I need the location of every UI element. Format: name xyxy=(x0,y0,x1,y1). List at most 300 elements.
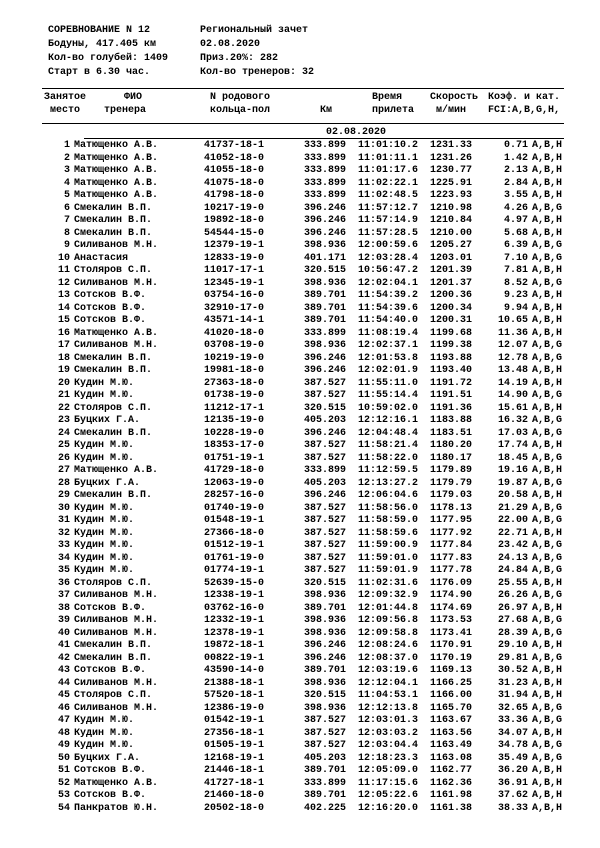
date-separator-line xyxy=(84,138,564,139)
header-top-rule xyxy=(42,88,564,89)
cell-arrival-time: 12:09:58.8 xyxy=(358,627,419,639)
cell-ring-number: 27366-18-0 xyxy=(204,527,265,539)
cell-arrival-time: 12:03:28.4 xyxy=(358,252,419,264)
cell-trainer: Панкратов Ю.Н. xyxy=(74,802,159,814)
cell-ring-number: 41727-18-1 xyxy=(204,777,265,789)
col-coef-subtitle: FCI:A,B,G,H, xyxy=(488,105,561,116)
cell-category: A,B,G xyxy=(532,390,563,401)
cell-trainer: Силиванов М.Н. xyxy=(74,240,159,251)
cell-category: A,B,G xyxy=(532,452,563,464)
cell-coefficient: 37.62 xyxy=(497,790,528,801)
cell-ring-number: 01505-19-1 xyxy=(204,740,265,751)
table-row xyxy=(42,603,564,616)
cell-trainer: Сотсков В.Ф. xyxy=(74,790,147,801)
cell-coefficient: 20.58 xyxy=(497,490,528,501)
cell-distance-km: 389.701 xyxy=(304,765,347,776)
cell-speed: 1163.67 xyxy=(430,715,473,726)
cell-category: A,B,G xyxy=(532,240,563,251)
cell-arrival-time: 12:08:24.6 xyxy=(358,640,419,651)
cell-place: 25 xyxy=(57,440,70,451)
cell-arrival-time: 11:58:21.4 xyxy=(358,440,419,451)
cell-speed: 1173.53 xyxy=(430,615,473,626)
cell-category: A,B,H xyxy=(532,577,563,589)
cell-distance-km: 398.936 xyxy=(304,340,347,351)
cell-category: A,B,G xyxy=(532,702,563,714)
cell-ring-number: 03754-16-0 xyxy=(204,290,265,301)
cell-arrival-time: 12:06:04.6 xyxy=(358,490,419,501)
cell-coefficient: 5.68 xyxy=(503,227,528,239)
cell-trainer: Буцких Г.А. xyxy=(74,752,141,764)
cell-arrival-time: 11:57:14.9 xyxy=(358,215,419,226)
cell-ring-number: 12063-19-0 xyxy=(204,477,265,489)
table-row xyxy=(42,778,564,791)
cell-ring-number: 01774-19-1 xyxy=(204,565,265,576)
cell-trainer: Столяров С.П. xyxy=(74,265,153,276)
cell-speed: 1173.41 xyxy=(430,627,473,639)
cell-trainer: Сотсков В.Ф. xyxy=(74,765,147,776)
cell-coefficient: 22.71 xyxy=(497,527,528,539)
cell-ring-number: 10219-19-0 xyxy=(204,352,265,364)
cell-category: A,B,G xyxy=(532,502,563,514)
cell-category: A,B,H xyxy=(532,265,563,276)
cell-category: A,B,H xyxy=(532,765,563,776)
cell-distance-km: 387.527 xyxy=(304,552,347,564)
cell-coefficient: 12.78 xyxy=(497,352,528,364)
cell-trainer: Сотсков В.Ф. xyxy=(74,302,147,314)
cell-arrival-time: 11:55:11.0 xyxy=(358,377,419,389)
cell-arrival-time: 12:03:04.4 xyxy=(358,740,419,751)
cell-distance-km: 320.515 xyxy=(304,690,347,701)
cell-distance-km: 405.203 xyxy=(304,477,347,489)
cell-speed: 1199.38 xyxy=(430,340,473,351)
cell-ring-number: 41052-18-0 xyxy=(204,152,265,164)
cell-arrival-time: 11:01:17.6 xyxy=(358,165,419,176)
cell-trainer: Кудин М.Ю. xyxy=(74,515,135,526)
cell-ring-number: 11212-17-1 xyxy=(204,402,265,414)
cell-category: A,B,H xyxy=(532,802,563,814)
cell-speed: 1177.92 xyxy=(430,527,473,539)
cell-category: A,B,H xyxy=(532,677,563,689)
cell-coefficient: 31.94 xyxy=(497,690,528,701)
cell-ring-number: 27356-18-1 xyxy=(204,727,265,739)
cell-place: 21 xyxy=(57,390,70,401)
cell-coefficient: 4.26 xyxy=(503,202,528,214)
cell-distance-km: 387.527 xyxy=(304,440,347,451)
cell-arrival-time: 12:09:32.9 xyxy=(358,590,419,601)
table-row xyxy=(42,590,564,603)
cell-distance-km: 398.936 xyxy=(304,677,347,689)
cell-speed: 1200.34 xyxy=(430,302,473,314)
cell-arrival-time: 12:02:04.1 xyxy=(358,277,419,289)
cell-ring-number: 27363-18-0 xyxy=(204,377,265,389)
cell-ring-number: 21446-18-1 xyxy=(204,765,265,776)
cell-speed: 1210.00 xyxy=(430,227,473,239)
cell-coefficient: 29.10 xyxy=(497,640,528,651)
cell-speed: 1223.93 xyxy=(430,190,473,201)
cell-arrival-time: 11:58:22.0 xyxy=(358,452,419,464)
cell-coefficient: 29.81 xyxy=(497,652,528,664)
col-km: Км xyxy=(320,105,333,116)
cell-place: 13 xyxy=(57,290,70,301)
cell-arrival-time: 11:59:00.9 xyxy=(358,540,419,551)
cell-trainer: Силиванов М.Н. xyxy=(74,677,159,689)
cell-coefficient: 14.90 xyxy=(497,390,528,401)
cell-coefficient: 36.20 xyxy=(497,765,528,776)
cell-category: A,B,H xyxy=(532,527,563,539)
cell-trainer: Смекалин В.П. xyxy=(74,365,153,376)
cell-trainer: Матющенко А.В. xyxy=(74,777,159,789)
cell-arrival-time: 12:12:04.1 xyxy=(358,677,419,689)
cell-arrival-time: 11:58:59.0 xyxy=(358,515,419,526)
cell-speed: 1231.33 xyxy=(430,140,473,151)
col-name-subtitle: тренера xyxy=(104,105,147,116)
cell-speed: 1231.26 xyxy=(430,152,473,164)
cell-speed: 1178.13 xyxy=(430,502,473,514)
cell-distance-km: 320.515 xyxy=(304,577,347,589)
release-point: Бодуны, 417.405 км xyxy=(48,39,157,50)
cell-speed: 1193.88 xyxy=(430,352,473,364)
cell-category: A,B,H xyxy=(532,790,563,801)
cell-place: 36 xyxy=(57,577,70,589)
cell-trainer: Матющенко А.В. xyxy=(74,140,159,151)
cell-ring-number: 28257-16-0 xyxy=(204,490,265,501)
cell-speed: 1174.90 xyxy=(430,590,473,601)
cell-place: 4 xyxy=(63,177,70,189)
cell-place: 10 xyxy=(57,252,70,264)
cell-trainer: Кудин М.Ю. xyxy=(74,527,135,539)
cell-coefficient: 3.55 xyxy=(503,190,528,201)
cell-category: A,B,G xyxy=(532,540,563,551)
cell-category: A,B,G xyxy=(532,715,563,726)
cell-distance-km: 398.936 xyxy=(304,240,347,251)
table-row xyxy=(42,678,564,691)
cell-distance-km: 333.899 xyxy=(304,190,347,201)
cell-ring-number: 12338-19-1 xyxy=(204,590,265,601)
cell-ring-number: 12379-19-1 xyxy=(204,240,265,251)
cell-distance-km: 398.936 xyxy=(304,615,347,626)
cell-arrival-time: 11:59:01.0 xyxy=(358,552,419,564)
cell-category: A,B,H xyxy=(532,302,563,314)
cell-arrival-time: 11:55:14.4 xyxy=(358,390,419,401)
cell-ring-number: 12386-19-0 xyxy=(204,702,265,714)
cell-coefficient: 34.78 xyxy=(497,740,528,751)
cell-speed: 1174.69 xyxy=(430,602,473,614)
cell-arrival-time: 12:02:01.9 xyxy=(358,365,419,376)
cell-speed: 1210.84 xyxy=(430,215,473,226)
cell-place: 16 xyxy=(57,327,70,339)
cell-arrival-time: 11:02:31.6 xyxy=(358,577,419,589)
cell-ring-number: 03762-16-0 xyxy=(204,602,265,614)
table-row xyxy=(42,728,564,741)
cell-place: 29 xyxy=(57,490,70,501)
cell-arrival-time: 11:59:01.9 xyxy=(358,565,419,576)
cell-coefficient: 13.48 xyxy=(497,365,528,376)
cell-category: A,B,H xyxy=(532,165,563,176)
cell-category: A,B,H xyxy=(532,777,563,789)
cell-arrival-time: 11:17:15.6 xyxy=(358,777,419,789)
cell-coefficient: 18.45 xyxy=(497,452,528,464)
cell-arrival-time: 11:04:53.1 xyxy=(358,690,419,701)
cell-place: 44 xyxy=(57,677,70,689)
table-row xyxy=(42,515,564,528)
cell-coefficient: 7.10 xyxy=(503,252,528,264)
cell-speed: 1161.38 xyxy=(430,802,473,814)
cell-ring-number: 41075-18-0 xyxy=(204,177,265,189)
cell-speed: 1191.51 xyxy=(430,390,473,401)
cell-distance-km: 320.515 xyxy=(304,402,347,414)
cell-arrival-time: 11:58:56.0 xyxy=(358,502,419,514)
cell-ring-number: 12135-19-0 xyxy=(204,415,265,426)
cell-trainer: Кудин М.Ю. xyxy=(74,377,135,389)
table-row xyxy=(42,365,564,378)
cell-arrival-time: 12:09:56.8 xyxy=(358,615,419,626)
cell-speed: 1162.36 xyxy=(430,777,473,789)
cell-ring-number: 12332-19-1 xyxy=(204,615,265,626)
cell-distance-km: 389.701 xyxy=(304,290,347,301)
cell-category: A,B,G xyxy=(532,752,563,764)
cell-arrival-time: 10:56:47.2 xyxy=(358,265,419,276)
table-row xyxy=(42,765,564,778)
cell-trainer: Смекалин В.П. xyxy=(74,215,153,226)
cell-arrival-time: 11:54:39.2 xyxy=(358,290,419,301)
cell-trainer: Смекалин В.П. xyxy=(74,490,153,501)
col-place-subtitle: место xyxy=(50,105,81,116)
cell-ring-number: 19872-18-1 xyxy=(204,640,265,651)
cell-coefficient: 38.33 xyxy=(497,802,528,814)
cell-arrival-time: 11:54:40.0 xyxy=(358,315,419,326)
cell-category: A,B,G xyxy=(532,340,563,351)
cell-place: 52 xyxy=(57,777,70,789)
table-row xyxy=(42,790,564,803)
cell-category: A,B,G xyxy=(532,277,563,289)
cell-trainer: Столяров С.П. xyxy=(74,402,153,414)
cell-trainer: Анастасия xyxy=(74,252,129,264)
table-row xyxy=(42,753,564,766)
cell-category: A,B,G xyxy=(532,515,563,526)
cell-ring-number: 01740-19-0 xyxy=(204,502,265,514)
cell-category: A,B,H xyxy=(532,215,563,226)
cell-place: 49 xyxy=(57,740,70,751)
table-row xyxy=(42,465,564,478)
cell-trainer: Кудин М.Ю. xyxy=(74,552,135,564)
cell-distance-km: 396.246 xyxy=(304,202,347,214)
cell-arrival-time: 12:03:03.2 xyxy=(358,727,419,739)
cell-speed: 1163.56 xyxy=(430,727,473,739)
cell-speed: 1179.89 xyxy=(430,465,473,476)
cell-speed: 1200.31 xyxy=(430,315,473,326)
cell-place: 48 xyxy=(57,727,70,739)
table-row xyxy=(42,353,564,366)
cell-coefficient: 34.07 xyxy=(497,727,528,739)
table-row xyxy=(42,490,564,503)
table-row xyxy=(42,440,564,453)
table-row xyxy=(42,553,564,566)
cell-trainer: Кудин М.Ю. xyxy=(74,715,135,726)
table-row xyxy=(42,453,564,466)
cell-ring-number: 52639-15-0 xyxy=(204,577,265,589)
cell-ring-number: 18353-17-0 xyxy=(204,440,265,451)
cell-trainer: Силиванов М.Н. xyxy=(74,627,159,639)
cell-distance-km: 398.936 xyxy=(304,702,347,714)
cell-speed: 1169.13 xyxy=(430,665,473,676)
cell-category: A,B,G xyxy=(532,415,563,426)
cell-trainer: Силиванов М.Н. xyxy=(74,702,159,714)
cell-distance-km: 387.527 xyxy=(304,515,347,526)
cell-place: 11 xyxy=(57,265,70,276)
cell-ring-number: 43590-14-0 xyxy=(204,665,265,676)
table-row xyxy=(42,478,564,491)
cell-trainer: Матющенко А.В. xyxy=(74,465,159,476)
cell-distance-km: 387.527 xyxy=(304,502,347,514)
cell-coefficient: 33.36 xyxy=(497,715,528,726)
cell-distance-km: 333.899 xyxy=(304,777,347,789)
table-row xyxy=(42,340,564,353)
cell-speed: 1183.88 xyxy=(430,415,473,426)
cell-speed: 1177.83 xyxy=(430,552,473,564)
cell-distance-km: 398.936 xyxy=(304,627,347,639)
cell-place: 37 xyxy=(57,590,70,601)
cell-coefficient: 36.91 xyxy=(497,777,528,789)
cell-distance-km: 402.225 xyxy=(304,802,347,814)
cell-place: 8 xyxy=(63,227,70,239)
cell-category: A,B,G xyxy=(532,252,563,264)
cell-coefficient: 19.16 xyxy=(497,465,528,476)
cell-category: A,B,H xyxy=(532,440,563,451)
cell-trainer: Силиванов М.Н. xyxy=(74,590,159,601)
cell-place: 2 xyxy=(63,152,70,164)
cell-coefficient: 23.42 xyxy=(497,540,528,551)
cell-place: 9 xyxy=(63,240,70,251)
table-row xyxy=(42,265,564,278)
table-row xyxy=(42,803,564,816)
cell-speed: 1193.40 xyxy=(430,365,473,376)
cell-speed: 1163.08 xyxy=(430,752,473,764)
cell-coefficient: 1.42 xyxy=(503,152,528,164)
cell-place: 51 xyxy=(57,765,70,776)
header-bottom-rule xyxy=(42,123,564,124)
cell-ring-number: 21460-18-0 xyxy=(204,790,265,801)
cell-ring-number: 01542-19-1 xyxy=(204,715,265,726)
cell-speed: 1199.68 xyxy=(430,327,473,339)
cell-arrival-time: 11:01:10.2 xyxy=(358,140,419,151)
cell-distance-km: 396.246 xyxy=(304,227,347,239)
cell-trainer: Сотсков В.Ф. xyxy=(74,290,147,301)
cell-trainer: Столяров С.П. xyxy=(74,577,153,589)
cell-place: 53 xyxy=(57,790,70,801)
table-row xyxy=(42,715,564,728)
table-row xyxy=(42,253,564,266)
cell-place: 15 xyxy=(57,315,70,326)
col-coef-title: Коэф. и кат. xyxy=(488,92,561,103)
cell-coefficient: 9.94 xyxy=(503,302,528,314)
cell-distance-km: 405.203 xyxy=(304,415,347,426)
cell-distance-km: 333.899 xyxy=(304,177,347,189)
cell-coefficient: 22.00 xyxy=(497,515,528,526)
cell-coefficient: 2.13 xyxy=(503,165,528,176)
cell-distance-km: 387.527 xyxy=(304,527,347,539)
cell-arrival-time: 11:02:22.1 xyxy=(358,177,419,189)
cell-coefficient: 8.52 xyxy=(503,277,528,289)
cell-distance-km: 396.246 xyxy=(304,490,347,501)
cell-place: 24 xyxy=(57,427,70,439)
cell-arrival-time: 11:58:59.6 xyxy=(358,527,419,539)
cell-place: 12 xyxy=(57,277,70,289)
cell-trainer: Кудин М.Ю. xyxy=(74,740,135,751)
cell-place: 33 xyxy=(57,540,70,551)
cell-arrival-time: 12:12:13.8 xyxy=(358,702,419,714)
cell-category: A,B,G xyxy=(532,552,563,564)
cell-coefficient: 19.87 xyxy=(497,477,528,489)
cell-trainer: Смекалин В.П. xyxy=(74,640,153,651)
col-time-title: Время xyxy=(372,92,403,103)
cell-arrival-time: 11:02:48.5 xyxy=(358,190,419,201)
cell-speed: 1165.70 xyxy=(430,702,473,714)
cell-place: 30 xyxy=(57,502,70,514)
cell-arrival-time: 12:12:16.1 xyxy=(358,415,419,426)
cell-distance-km: 387.527 xyxy=(304,715,347,726)
cell-distance-km: 387.527 xyxy=(304,452,347,464)
cell-ring-number: 12168-19-1 xyxy=(204,752,265,764)
cell-trainer: Сотсков В.Ф. xyxy=(74,315,147,326)
table-row xyxy=(42,178,564,191)
cell-arrival-time: 12:05:22.6 xyxy=(358,790,419,801)
table-row xyxy=(42,278,564,291)
cell-speed: 1179.03 xyxy=(430,490,473,501)
table-row xyxy=(42,315,564,328)
cell-distance-km: 396.246 xyxy=(304,215,347,226)
cell-speed: 1201.39 xyxy=(430,265,473,276)
cell-speed: 1163.49 xyxy=(430,740,473,751)
cell-category: A,B,G xyxy=(532,627,563,639)
table-row xyxy=(42,503,564,516)
cell-ring-number: 12345-19-1 xyxy=(204,277,265,289)
cell-trainer: Смекалин В.П. xyxy=(74,352,153,364)
table-row xyxy=(42,203,564,216)
cell-trainer: Смекалин В.П. xyxy=(74,227,153,239)
table-row xyxy=(42,403,564,416)
date-separator-text: 02.08.2020 xyxy=(326,127,387,138)
cell-trainer: Силиванов М.Н. xyxy=(74,615,159,626)
cell-distance-km: 389.701 xyxy=(304,302,347,314)
table-row xyxy=(42,140,564,153)
cell-arrival-time: 12:03:01.3 xyxy=(358,715,419,726)
cell-distance-km: 396.246 xyxy=(304,640,347,651)
table-row xyxy=(42,565,564,578)
cell-category: A,B,H xyxy=(532,327,563,339)
cell-coefficient: 26.26 xyxy=(497,590,528,601)
cell-category: A,B,H xyxy=(532,227,563,239)
cell-distance-km: 387.527 xyxy=(304,377,347,389)
cell-speed: 1230.77 xyxy=(430,165,473,176)
cell-coefficient: 2.84 xyxy=(503,177,528,189)
table-row xyxy=(42,303,564,316)
cell-coefficient: 35.49 xyxy=(497,752,528,764)
cell-trainer: Буцких Г.А. xyxy=(74,477,141,489)
cell-arrival-time: 11:08:19.4 xyxy=(358,327,419,339)
cell-distance-km: 389.701 xyxy=(304,602,347,614)
cell-arrival-time: 12:16:20.0 xyxy=(358,802,419,814)
cell-speed: 1170.19 xyxy=(430,652,473,664)
cell-ring-number: 03708-19-0 xyxy=(204,340,265,351)
cell-speed: 1166.00 xyxy=(430,690,473,701)
col-speed-title: Скорость xyxy=(430,92,479,103)
cell-arrival-time: 12:05:09.0 xyxy=(358,765,419,776)
cell-place: 26 xyxy=(57,452,70,464)
cell-speed: 1200.36 xyxy=(430,290,473,301)
cell-category: A,B,H xyxy=(532,402,563,414)
cell-place: 38 xyxy=(57,602,70,614)
prize-count: Приз.20%: 282 xyxy=(200,53,279,64)
